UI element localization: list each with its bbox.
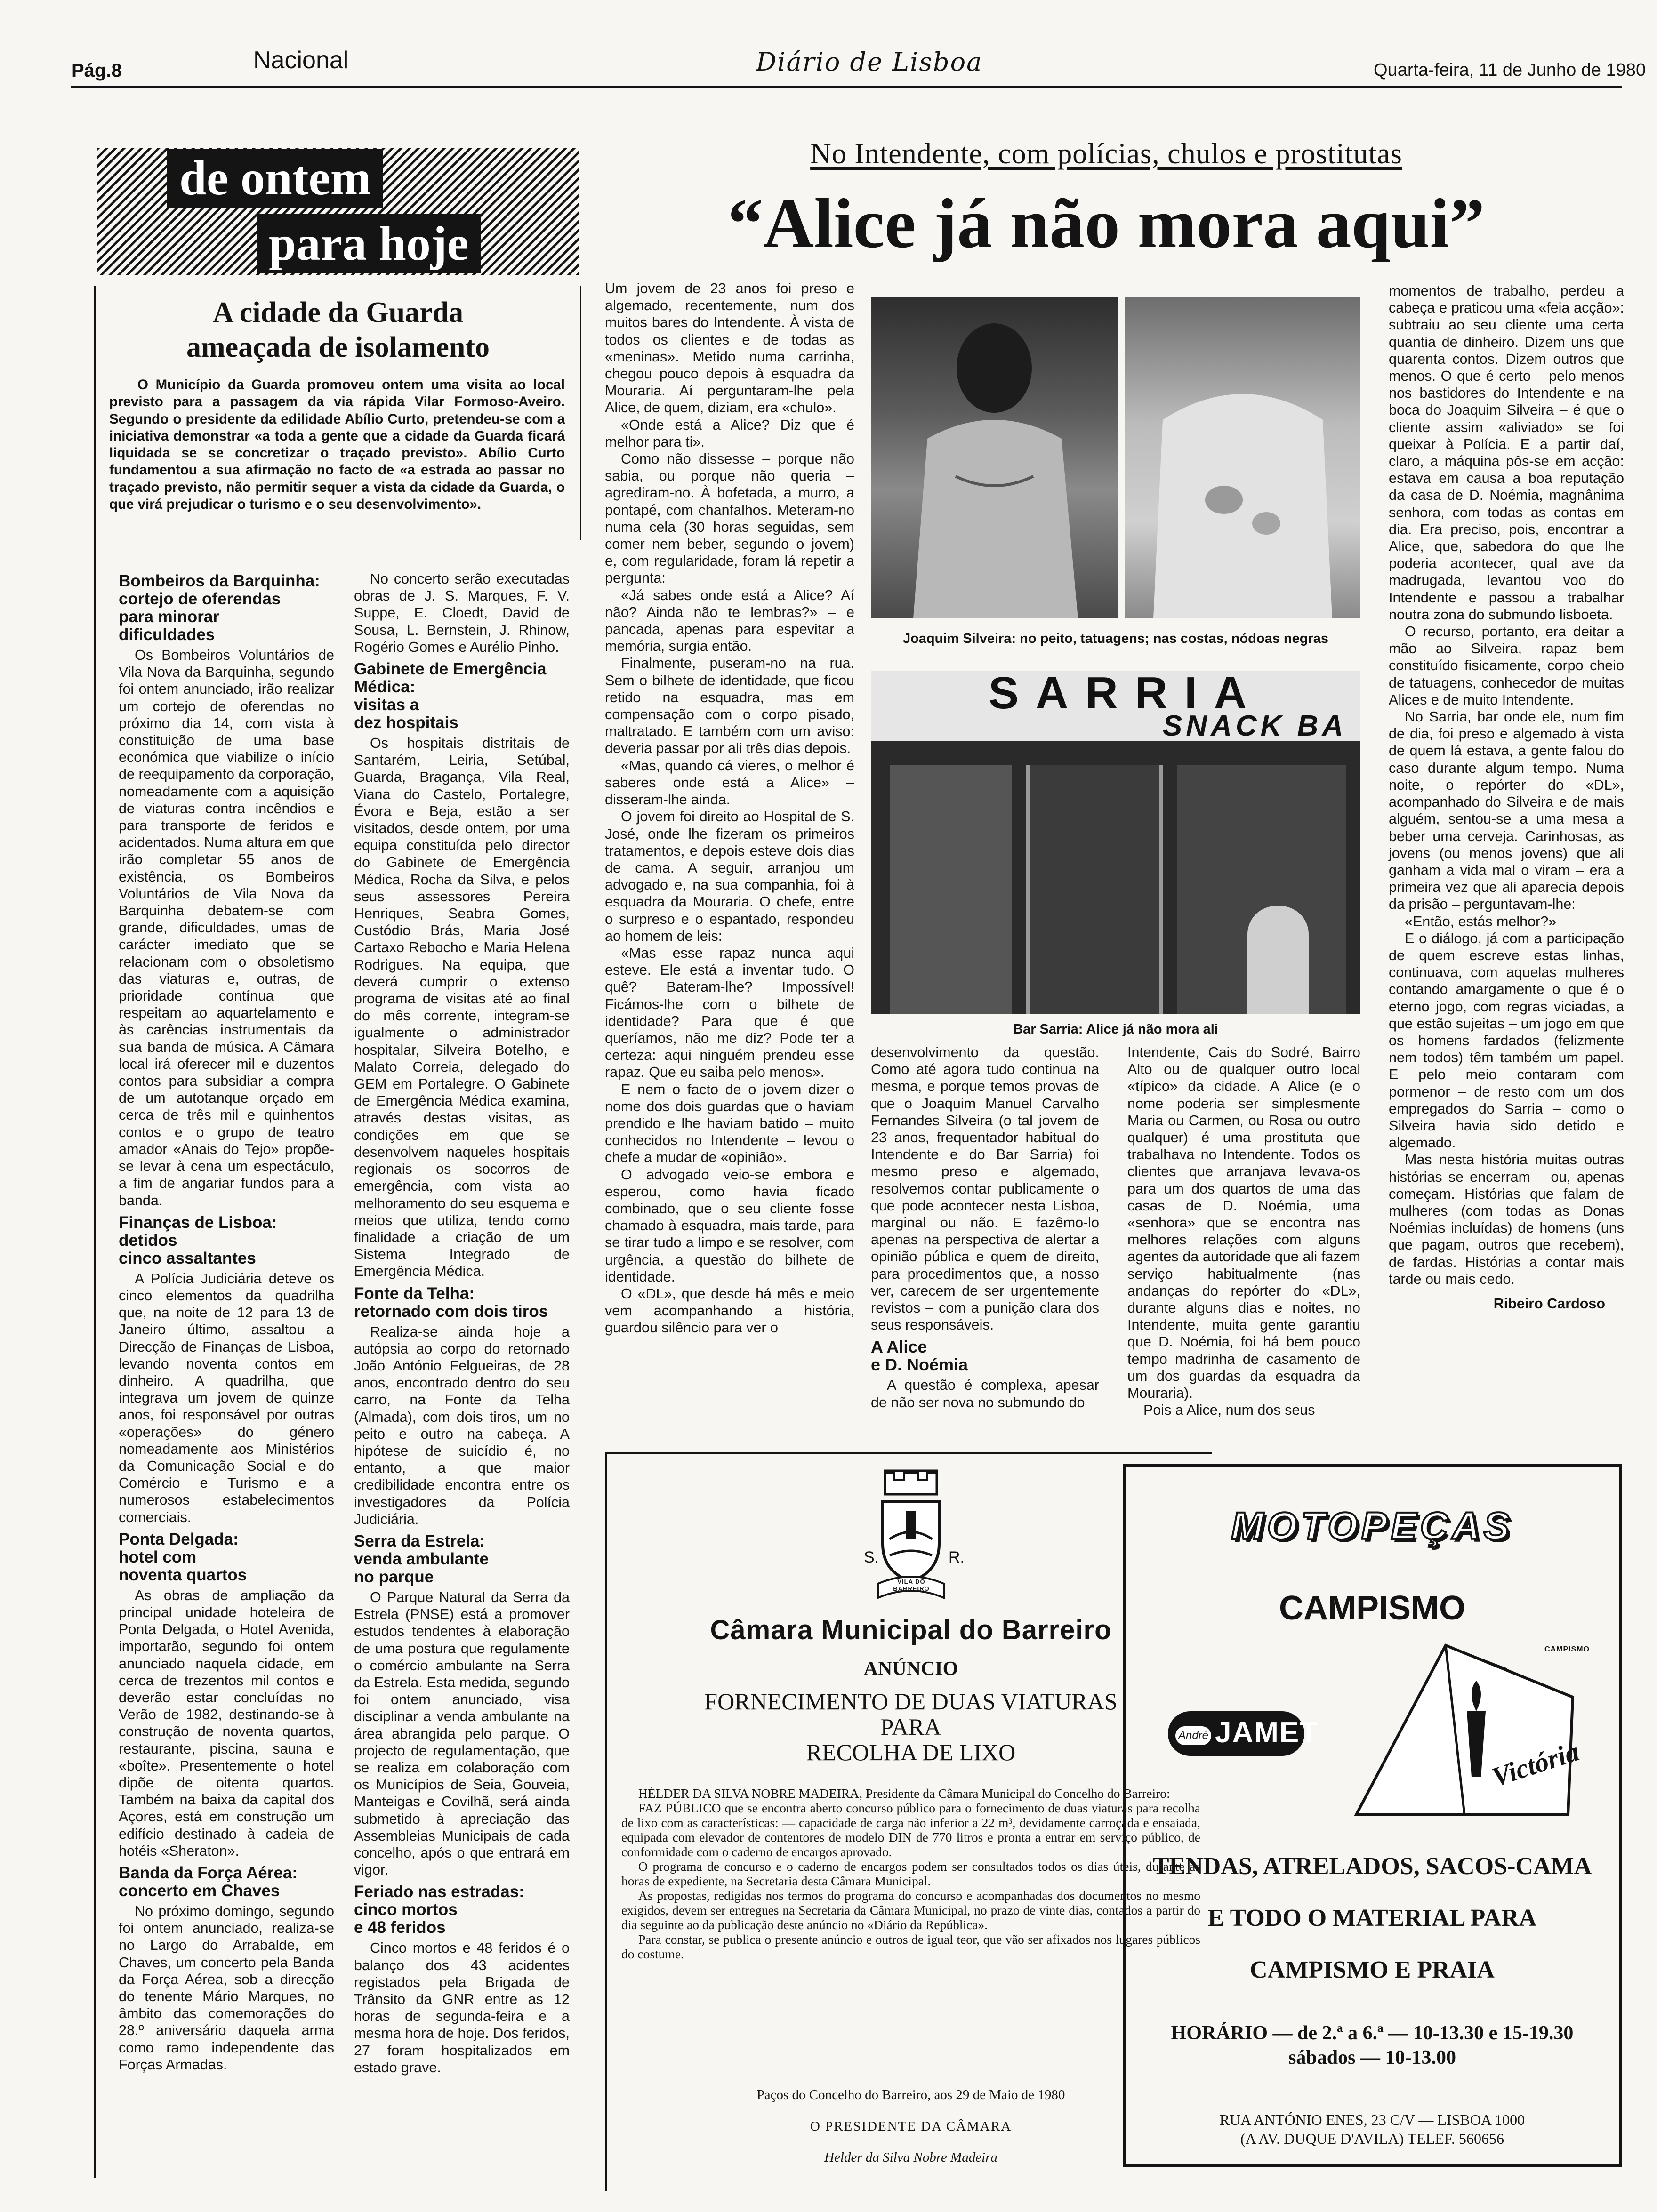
alice-c4-p3: No Sarria, bar onde ele, num fim de dia, foi preso e algemado à vista de quem lá estava, a gente falou do caso durante algum tempo. Numa noite, o repórter do «DL», acompanhado do Silveira e de mais alguém, sentou-se a uma mesa a beber uma cerveja. Carinhosas, as jovens (ou menos jovens) que ali ganham a vida mal o viram – era a primeira vez que ali aparecia depois da prisão – perguntavam-lhe: — [1389, 709, 1624, 913]
motopecas-address-1: RUA ANTÓNIO ENES, 23 C/V — LISBOA 1000 — [1219, 2111, 1525, 2128]
motopecas-hours-2: sábados — 10-13.00 — [1288, 2047, 1456, 2068]
brief-fonte-telha-text: Realiza-se ainda hoje a autópsia ao corpo do retornado João António Felgueiras, de 28 anos, encontrado dentro do seu carro, na Fonte da Telha (Almada), com dois tiros, um no peito e outro na cabeça. A hipótese de suicídio é, no entanto, a que maior credibilidade encontra entre os investigadores da Polícia Judiciária. — [354, 1323, 570, 1527]
alice-c1-p9: E nem o facto de o jovem dizer o nome dos dois guardas que o haviam prendido e lhe haviam batido – muito conhecidos no Intendente – levou o chefe a mudar de «opinião». — [605, 1081, 854, 1166]
alice-c1-p3: Como não dissesse – porque não sabia, ou porque não queria – agrediram-no. À bofetada, a murro, a pontapé, com chanfalhos. Meteram-no numa cela (30 horas seguidas, sem comer nem beber, segundo o jovem) e, com regularidade, foram lá repetir a pergunta: — [605, 451, 854, 586]
brief-banda-head: Banda da Força Aérea: concerto em Chaves — [119, 1864, 298, 1900]
issue-date: Quarta-feira, 11 de Junho de 1980 — [1374, 60, 1646, 80]
alice-column-4 — [1389, 282, 1624, 1312]
barreiro-title-1: FORNECIMENTO DE DUAS VIATURAS — [704, 1688, 1118, 1715]
alice-subhead: A Alice e D. Noémia — [871, 1337, 968, 1375]
motopecas-address-2: (A AV. DUQUE D'AVILA) TELEF. 560656 — [1240, 2130, 1504, 2147]
brief-financas-head: Finanças de Lisboa: detidos cinco assaltantes — [119, 1213, 277, 1267]
alice-c4-p2: O recurso, portanto, era deitar a mão ao Silveira, rapaz bem constituído fisicamente, corpo cheio de tatuagens, conhecedor de muitas Alices e de muito Intendente. — [1389, 624, 1624, 708]
barreiro-camara: Câmara Municipal do Barreiro — [710, 1615, 1112, 1645]
alice-column-1 — [605, 280, 854, 1337]
alice-c2-p2: A questão é complexa, apesar de não ser nova no submundo do — [871, 1377, 1099, 1411]
jamet-logo — [1168, 1711, 1319, 1756]
motopecas-hours-1: HORÁRIO — de 2.ª a 6.ª — 10-13.30 e 15-19.30 — [1171, 2022, 1574, 2044]
brief-ponta-delgada-head: Ponta Delgada: hotel com noventa quartos — [119, 1530, 247, 1584]
motopecas-campismo: CAMPISMO — [1279, 1589, 1465, 1627]
guarda-headline-2: ameaçada de isolamento — [186, 331, 490, 363]
barreiro-signature: Helder da Silva Nobre Madeira — [824, 2150, 997, 2165]
crest-letter-r: R. — [949, 1548, 965, 1566]
motopecas-ad — [1123, 1464, 1622, 2167]
photo-1-caption: Joaquim Silveira: no peito, tatuagens; nas costas, nódoas negras — [902, 631, 1329, 646]
brief-fonte-telha-head: Fonte da Telha: retornado com dois tiros — [354, 1284, 548, 1321]
rubric-de-ontem-para-hoje — [97, 148, 579, 275]
barreiro-role: O PRESIDENTE DA CÂMARA — [810, 2119, 1012, 2134]
masthead: Diário de Lisboa — [756, 47, 983, 77]
page-number: Pág.8 — [72, 60, 122, 81]
barreiro-p3: O programa de concurso e o caderno de encargos podem ser consultados todos os dias úteis, durante as horas de expediente, na Secretaria desta Câmara Municipal. — [621, 1859, 1200, 1888]
brief-serra-estrela-head: Serra da Estrela: venda ambulante no parque — [354, 1531, 489, 1586]
brief-banda-text: No próximo domingo, segundo foi ontem anunciado, realiza-se no Largo do Arrabalde, em Chaves, um concerto pela Banda da Força Aérea, sob a direcção do tenente Mário Marques, no âmbito das comemorações do 28.º aniversário daquela arma como ramo independente das Forças Armadas. — [119, 1903, 334, 2073]
barreiro-p2: FAZ PÚBLICO que se encontra aberto concurso público para o fornecimento de duas viaturas para recolha de lixo com as características: — capacidade de carga não inferior a 22 m³, devidamente carroçada e ensaiada, equipada com elevador de contentores de modelo DIN de 770 litros e pronta a entrar em serviço público, de conformidade com o caderno de encargos aprovado. — [621, 1801, 1200, 1859]
motopecas-line-1: TENDAS, ATRELADOS, SACOS-CAMA — [1152, 1853, 1592, 1880]
alice-c1-p4: «Já sabes onde está a Alice? Aí não? Ainda não te lembras?» – e pancada, apenas para espevitar a memória, surgia então. — [605, 587, 854, 655]
figure-silhouette — [871, 297, 1118, 618]
rubric-line-2: para hoje — [257, 214, 481, 273]
rubric-line-1: de ontem — [167, 149, 383, 208]
brief-financas-text: A Polícia Judiciária deteve os cinco elementos da quadrilha que, na noite de 12 para 13 de Janeiro último, assaltou a Direcção de Finanças de Lisboa, levando noventa contos em dinheiro. A quadrilha, que integrava um jovem de quinze anos, foi responsável por outras «operações» do género nomeadamente aos Ministérios da Comunicação Social e do Comércio e Turismo e a numerosos estabelecimentos comerciais. — [119, 1270, 334, 1525]
bar-door-left — [890, 765, 1012, 1014]
motopecas-brand: MOTOPEÇAS — [1231, 1505, 1513, 1547]
brief-ponta-delgada-text: As obras de ampliação da principal unidade hoteleira de Ponta Delgada, o Hotel Avenida, importarão, segundo foi ontem anunciado naquela cidade, em cerca de trezentos mil contos e deverão estar concluídas no Verão de 1982, destinando-se à construção de noventa quartos, restaurante, piscina, sauna e «boîte». Presentemente o hotel dipõe de oitenta quartos. Também na baixa da capital dos Açores, está em construção um edifício destinado à cadeia de hotéis «Sheraton». — [119, 1587, 334, 1859]
motopecas-line-2: E TODO O MATERIAL PARA — [1207, 1905, 1537, 1931]
alice-c4-p6: Mas nesta história muitas outras histórias se encerram – ou, apenas começam. Histórias que falam de mulheres (com todas as Donas Noémias incluídas) de homens (uns que pagam, outros que recebem), de fardas. Histórias a contar mais tarde ou mais cedo. — [1389, 1152, 1624, 1287]
left-column-rule — [94, 286, 96, 2178]
back-silhouette — [1125, 297, 1360, 618]
person-figure — [1247, 906, 1309, 1014]
photo-silveira-chest — [871, 297, 1118, 618]
brief-feriado-head: Feriado nas estradas: cinco mortos e 48 feridos — [354, 1883, 524, 1937]
alice-kicker: No Intendente, com polícias, chulos e prostitutas — [810, 138, 1402, 170]
alice-c1-p7: O jovem foi direito ao Hospital de S. José, onde lhe fizeram os primeiros tratamentos, e depois esteve dois dias de cama. A seguir, arranjou um advogado e, na sua companhia, foi à esquadra da Mouraria. O chefe, entre o surpreso e o espantado, respondeu ao homem de leis: — [605, 809, 854, 944]
alice-c3-p2: Pois a Alice, num dos seus — [1143, 1402, 1315, 1419]
alice-c1-p6: «Mas, quando cá vieres, o melhor é saberes onde está a Alice» – disseram-lhe ainda. — [605, 757, 854, 808]
alice-c1-p5: Finalmente, puseram-no na rua. Sem o bilhete de identidade, que ficou retido na esquadra, mas em compensação com o corpo pisado, maltratado. E também com um aviso: deveria passar por ali três dias depois. — [605, 655, 854, 757]
victoria-tent-icon — [1351, 1636, 1577, 1819]
jamet-logo-small: André — [1175, 1726, 1211, 1745]
brief-feriado-text: Cinco mortos e 48 feridos é o balanço dos 43 acidentes registados pela Brigada de Trânsito da GNR entre as 12 horas de segunda-feira e a mesma hora de hoje. Dos feridos, 27 foram hospitalizados em estado grave. — [354, 1940, 570, 2076]
barreiro-p1: HÉLDER DA SILVA NOBRE MADEIRA, Presidente da Câmara Municipal do Concelho do Barreiro: — [638, 1786, 1170, 1801]
motopecas-line-3: CAMPISMO E PRAIA — [1250, 1956, 1495, 1983]
alice-c2-p1: desenvolvimento da questão. Como até agora tudo continua na mesma, e porque temos provas de que o Joaquim Manuel Carvalho Fernandes Silveira (o tal jovem de 23 anos, frequentador habitual do Intendente e do Bar Sarria) foi mesmo preso e algemado, resolvemos contar publicamente o que pode acontecer nesta Lisboa, marginal ou não. E fazêmo-lo apenas na perspectiva de alertar a opinião pública e quem de direito, para procedimentos que, a nosso ver, carecem de ser urgentemente revistos – com a punição clara dos seus responsáveis. — [871, 1044, 1099, 1333]
victoria-logo: Victória — [1488, 1736, 1583, 1793]
alice-c4-p1: momentos de trabalho, perdeu a cabeça e praticou uma «feia acção»: subtraiu ao seu cliente uma certa quantia de dinheiro. Dizem uns que quarenta contos. Dizem outros que menos. O que é certo – pelo menos nos bastidores do Intendente e na boca do Joaquim Silveira – é que o cliente assim «aliviado» se foi queixar à Polícia. E a partir daí, claro, a máquina pôs-se em acção: estava em causa a boa reputação da casa de D. Noémia, magnânima senhora, com todas as contas em dia. Era preciso, pois, encontrar a Alice, que, sabedora do que lhe poderia acontecer, qual ave da madrugada, levantou voo do Intendente e passou a trabalhar noutra zona do submundo lisboeta. — [1389, 283, 1624, 623]
briefs-column-2 — [354, 570, 570, 2076]
brief-gem-head: Gabinete de Emergência Médica: visitas a dez hospitais — [354, 660, 547, 732]
alice-column-2 — [871, 1044, 1099, 1411]
alice-byline: Ribeiro Cardoso — [1493, 1295, 1605, 1312]
bar-sign-subtext: SNACK BA — [1163, 710, 1347, 742]
barreiro-place-date: Paços do Concelho do Barreiro, aos 29 de Maio de 1980 — [756, 2087, 1065, 2102]
photo-bar-sarria — [871, 671, 1360, 1014]
victoria-small: CAMPISMO — [1544, 1645, 1590, 1653]
jamet-logo-text: JAMET — [1215, 1716, 1319, 1749]
brief-banda-continued: No concerto serão executadas obras de J. S. Marques, F. V. Suppe, E. Cloedt, David de Sousa, L. Bernstein, J. Rhinow, Rogério Gomes e Aurélio Pinho. — [354, 571, 570, 655]
alice-c3-p1: Intendente, Cais do Sodré, Bairro Alto ou de qualquer outro local «típico» da cidade. A Alice (e o nome poderia ser simplesmente Maria ou Carmen, ou Rosa ou outro qualquer) é uma prostituta que trabalhava no Intendente. Todos os clientes que arranjava levava-os para um dos quartos de uma das casas de D. Noémia, uma «senhora» que se encontra nas melhores relações com alguns agentes da autoridade que ali fazem serviço habitualmente (nas andanças do repórter do «DL», durante alguns dias e noites, no Intendente, muita gente garantiu que D. Noémia, foi há bem pouco tempo madrinha de casamento de um dos guardas da esquadra da Mouraria). — [1127, 1044, 1360, 1402]
header-rule — [71, 86, 1622, 88]
bar-sign-text: SARRIA — [989, 671, 1264, 718]
alice-c4-p4: «Então, estás melhor?» — [1405, 913, 1557, 930]
brief-serra-estrela-text: O Parque Natural da Serra da Estrela (PNSE) está a promover estudos tendentes à elaboração de uma postura que regulamente o comércio ambulante na Serra da Estrela. Esta medida, segundo foi ontem anunciado, visa disciplinar a venda ambulante na área abrangida pelo parque. O projecto de regulamentação, que se realiza em colaboração com os Municípios de Seia, Gouveia, Manteigas e Covilhã, será ainda submetido à apreciação das Assembleias Municipais de cada concelho, após o que entrará em vigor. — [354, 1589, 570, 1878]
barreiro-p4: As propostas, redigidas nos termos do programa do concurso e acompanhadas dos documentos no mesmo exigidos, devem ser entregues na Secretaria da Câmara Municipal, no prazo de vinte dias, contados a partir do dia seguinte ao da publicação deste anúncio no «Diário da República». — [621, 1888, 1200, 1932]
barreiro-title-2: PARA — [880, 1714, 941, 1740]
barreiro-body — [621, 1786, 1200, 1961]
brief-barquinha-text: Os Bombeiros Voluntários de Vila Nova da Barquinha, segundo foi ontem anunciado, irão realizar um cortejo de oferendas no próximo dia 14, com vista à constituição de uma base económica que viabilize o início de reequipamento da corporação, nomeadamente com a aquisição de viaturas contra incêndios e para transporte de feridos e acidentados. Numa altura em que irão completar 55 anos de existência, os Bombeiros Voluntários de Vila Nova da Barquinha debatem-se com grande, dificuldades, umas de carácter imediato que se relacionam com o obsoletismo das viaturas e, outras, de prioridade contínua que respeitam ao aquartelamento e às carências instrumentais da sua banda de música. A Câmara local irá oferecer mil e duzentos contos para subsidiar a compra de um autotanque orçado em cerca de três mil e quinhentos contos e o grupo de teatro amador «Anais do Tejo» propõe-se levar à cena um espectáculo, a fim de angariar fundos para a banda. — [119, 647, 334, 1209]
alice-headline: “Alice já não mora aqui” — [727, 184, 1485, 263]
alice-c1-p1: Um jovem de 23 anos foi preso e algemado, recentemente, num dos muitos bares do Intendente. À vista de todos os clientes e de todas as «meninas». Metido numa carrinha, chegou pouco depois à esquadra da Mouraria. Aí perguntaram-lhe pela Alice, de quem, diziam, era «chulo». — [605, 281, 854, 416]
barreiro-ad — [605, 1452, 1212, 2191]
crest-letter-s: S. — [864, 1548, 879, 1566]
guarda-headline-1: A cidade da Guarda — [212, 297, 464, 329]
brief-gem-text: Os hospitais distritais de Santarém, Leiria, Setúbal, Guarda, Bragança, Vila Real, Viana do Castelo, Portalegre, Évora e Beja, estão a ser visitados, desde ontem, por uma equipa constituída pelo director do Gabinete de Emergência Médica, Rocha da Silva, e pelos seus assessores Pereira Henriques, Seabra Gomes, Custódio Brás, Maria José Cartaxo Rebocho e Maria Helena Rodrigues. Na equipa, que deverá cumprir o extenso programa de visitas até ao final do mês corrente, integram-se igualmente o administrador hospitalar, Silveira Botelho, e Malato Correia, delegado do GEM em Portalegre. O Gabinete de Emergência Médica examina, através destas visitas, as condições em que se desenvolvem naqueles hospitais regionais os socorros de emergência, com vista ao melhoramento do seu esquema e meios que utiliza, tendo como finalidade a criação de um Sistema Integrado de Emergência Médica. — [354, 735, 570, 1280]
barreiro-anuncio: ANÚNCIO — [863, 1658, 958, 1680]
alice-c1-p11: O «DL», que desde há mês e meio vem acompanhando a história, guardou silêncio para ver o — [605, 1285, 854, 1336]
barreiro-p5: Para constar, se publica o presente anúncio e outros de igual teor, que vão ser afixados nos lugares públicos do costume. — [621, 1932, 1200, 1961]
bar-door-center — [1026, 765, 1163, 1014]
alice-c4-p5: E o diálogo, já com a participação de quem escreve estas linhas, continuava, com aquelas mulheres contando amargamente o que é o eterno jogo, com regras viciadas, a que estão sujeitas – um jogo em que os homens fardados (felizmente nem todos) têm também um papel. E pelo meio contaram com pormenor – de resto com um dos empregados do Sarria – como o Silveira havia sido detido e algemado. — [1389, 930, 1624, 1151]
briefs-column-1 — [119, 568, 334, 2073]
guarda-lead: O Município da Guarda promoveu ontem uma visita ao local previsto para a passagem da via rápida Vilar Formoso-Aveiro. Segundo o presidente da edilidade Abílio Curto, pretendeu-se com a iniciativa demonstrar «a toda a gente que a cidade da Guarda ficará liquidada se se concretizar o traçado previsto». Abílio Curto fundamentou a sua afirmação no facto de «a estrada ao passar no traçado previsto, não permitir sequer a vista da cidade da Guarda, o que virá prejudicar o turismo e o seu desenvolvimento». — [109, 377, 565, 513]
brief-barquinha-head: Bombeiros da Barquinha: cortejo de oferendas para minorar dificuldades — [119, 572, 320, 644]
alice-column-3 — [1127, 1044, 1360, 1419]
alice-c1-p10: O advogado veio-se embora e esperou, como havia ficado combinado, que o seu cliente fosse chamado à esquadra, mais tarde, para se tirar tudo a limpo e se resolver, com urgência, a questão do bilhete de identidade. — [605, 1166, 854, 1285]
barreiro-title-3: RECOLHA DE LIXO — [806, 1739, 1016, 1765]
photo-silveira-back — [1125, 297, 1360, 618]
crest-banner-text: VILA DO BARREIRO — [893, 1578, 930, 1592]
alice-c1-p2: «Onde está a Alice? Diz que é melhor para ti». — [605, 417, 854, 450]
alice-c1-p8: «Mas esse rapaz nunca aqui esteve. Ele está a inventar tudo. O quê? Bateram-lhe? Impossível! Ficámos-lhe com o bilhete de identidade? Para que é que queríamos, não me diz? Pode ter a certeza: aqui ninguém prendeu esse rapaz. Que eu saiba pelo menos». — [605, 945, 854, 1081]
section-name: Nacional — [253, 47, 349, 74]
guarda-box-rule — [580, 286, 581, 540]
photo-2-caption: Bar Sarria: Alice já não mora ali — [1013, 1022, 1218, 1037]
